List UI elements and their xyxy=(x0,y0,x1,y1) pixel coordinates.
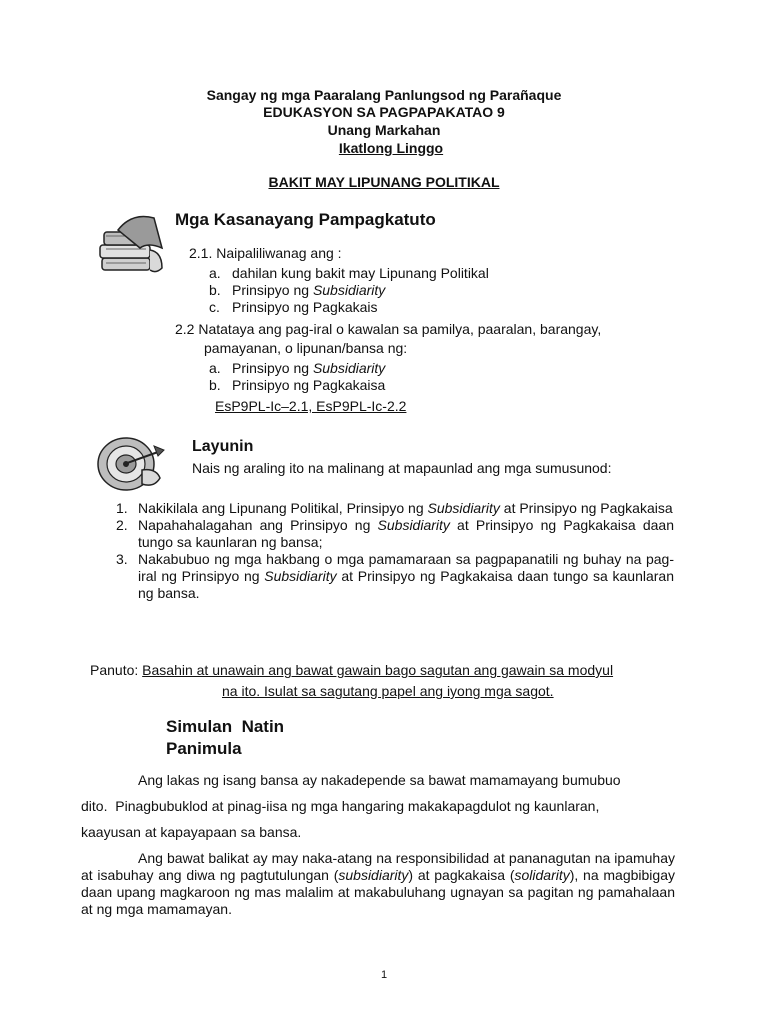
competency-2-1-b: b. Prinsipyo ng Subsidiarity xyxy=(209,282,386,298)
section-subheading: Panimula xyxy=(166,739,242,758)
competency-code: EsP9PL-Ic–2.1, EsP9PL-Ic-2.2 xyxy=(215,398,407,414)
objectives-intro: Nais ng araling ito na malinang at mapaunlad ang mga sumusunod: xyxy=(192,460,612,476)
instructions-line-1: Panuto: Basahin at unawain ang bawat gawain bago sagutan ang gawain sa modyul xyxy=(90,662,614,678)
books-icon xyxy=(96,208,168,280)
target-icon xyxy=(96,434,168,494)
competency-2-2-intro-line-1: 2.2 Natataya ang pag-iral o kawalan sa pamilya, paaralan, barangay, xyxy=(175,321,602,337)
header-line-1: Sangay ng mga Paaralang Panlungsod ng Parañaque xyxy=(206,87,562,103)
header-line-2: EDUKASYON SA PAGPAPAKATAO 9 xyxy=(263,104,505,120)
competency-2-1-intro: 2.1. Naipaliliwanag ang : xyxy=(189,245,342,261)
document-title: BAKIT MAY LIPUNANG POLITIKAL xyxy=(268,174,500,190)
competency-2-1-a: a. dahilan kung bakit may Lipunang Politikal xyxy=(209,265,489,281)
header-line-4: Ikatlong Linggo xyxy=(338,140,444,156)
paragraph-1-line-1: Ang lakas ng isang bansa ay nakadepende sa bawat mamamayang bumubuo xyxy=(138,772,621,788)
competency-2-2-b: b. Prinsipyo ng Pagkakaisa xyxy=(209,377,386,393)
instructions-line-2: na ito. Isulat sa sagutang papel ang iyong mga sagot. xyxy=(222,683,554,699)
competency-2-1-c: c. Prinsipyo ng Pagkakais xyxy=(209,299,378,315)
list-item: 2. Napahahalagahan ang Prinsipyo ng Subsidiarity at Prinsipyo ng Pagkakaisa daan tungo sa kaunlaran ng bansa; xyxy=(116,517,674,550)
competency-2-2-intro-line-2: pamayanan, o lipunan/bansa ng: xyxy=(204,340,408,356)
competency-2-2-a: a. Prinsipyo ng Subsidiarity xyxy=(209,360,386,376)
objectives-list xyxy=(116,500,674,602)
paragraph-2: Ang bawat balikat ay may naka-atang na responsibilidad at pananagutan na ipamuhay at isabuhay ang diwa ng pagtutulungan (subsidiarity) at pagkakaisa (solidarity), na magbibigay daan upang magkaroon ng mas malalim at makabuluhang ugnayan sa pagitan ng pamahalaan at ng mga mamamayan. xyxy=(81,850,675,917)
list-item: 3. Nakabubuo ng mga hakbang o mga pamamaraan sa pagpapanatili ng buhay na pag-iral ng Prinsipyo ng Subsidiarity at Prinsipyo ng Pagkakaisa daan tungo sa kaunlaran ng bansa. xyxy=(116,551,674,601)
section-heading: Simulan Natin xyxy=(166,717,285,736)
page-number: 1 xyxy=(380,969,388,981)
competencies-heading: Mga Kasanayang Pampagkatuto xyxy=(175,210,436,229)
paragraph-1-line-3: kaayusan at kapayapaan sa bansa. xyxy=(81,824,302,840)
paragraph-1-line-2: dito. Pinagbubuklod at pinag-iisa ng mga hangaring makakapagdulot ng kaunlaran, xyxy=(81,798,600,814)
header-line-3: Unang Markahan xyxy=(327,122,441,138)
objectives-heading: Layunin xyxy=(192,438,254,455)
list-item: 1. Nakikilala ang Lipunang Politikal, Prinsipyo ng Subsidiarity at Prinsipyo ng Pagkakaisa xyxy=(116,500,673,516)
